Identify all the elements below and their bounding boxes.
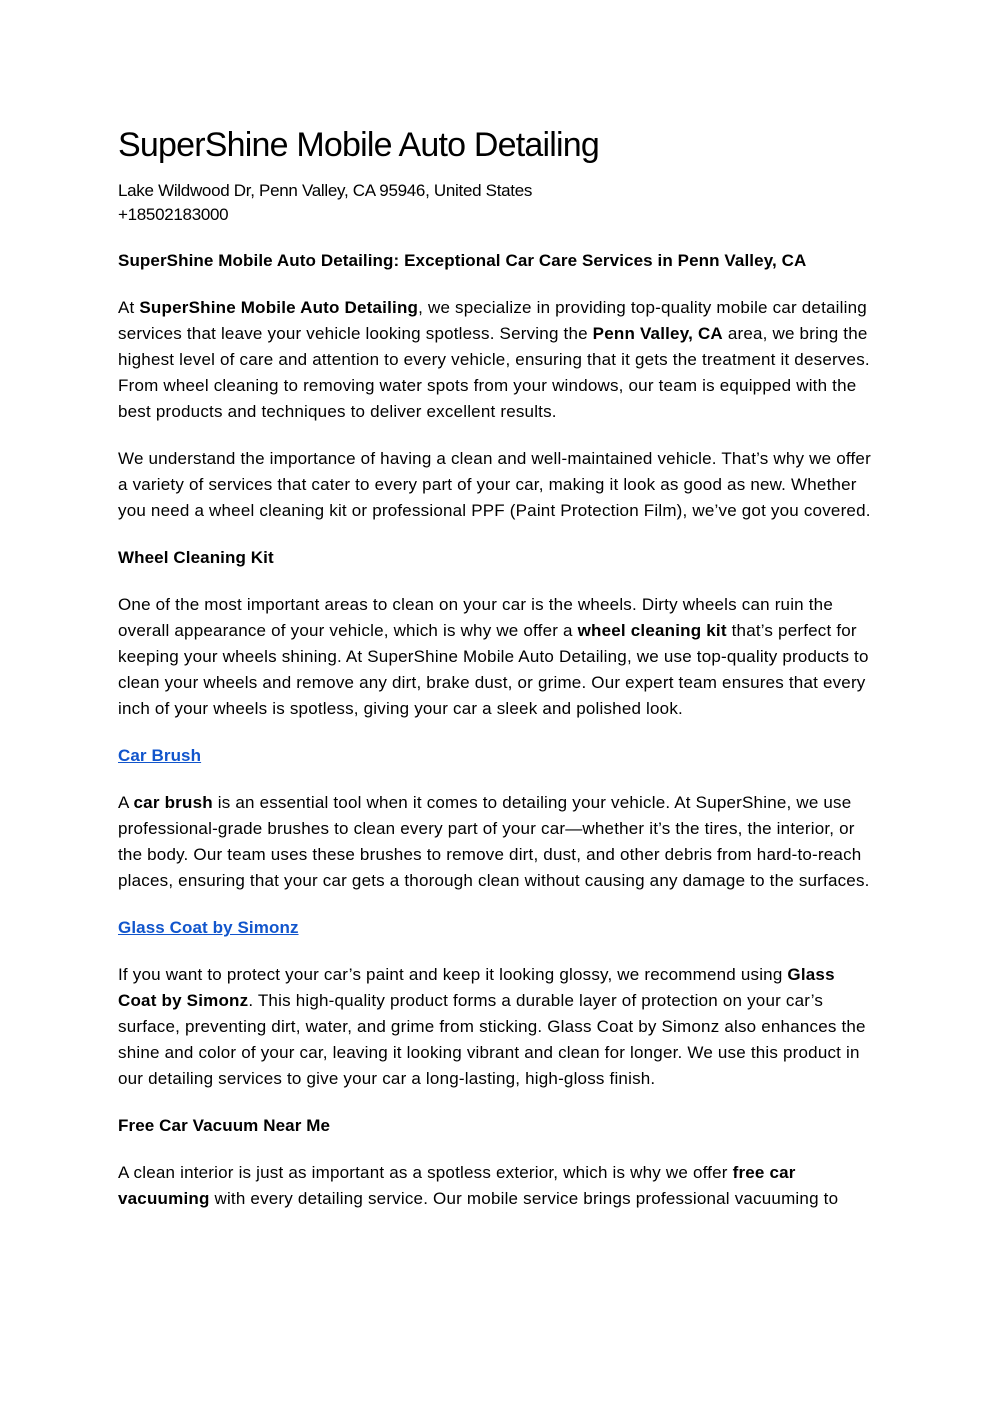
wheel-cleaning-kit-paragraph: One of the most important areas to clean on your car is the wheels. Dirty wheels can ruin the overall appearance of your vehicle, which is why we offer a wheel cleaning kit that’s perfect for keeping your wheels shining. At SuperShine Mobile Auto Detailing, we use top-quality products to clean your wheels and remove any dirt, brake dust, or grime. Our expert team ensures that every inch of your wheels is spotless, giving your car a sleek and polished look. — [118, 595, 869, 718]
glass-coat-heading — [118, 915, 872, 941]
intro-paragraph-1: At SuperShine Mobile Auto Detailing, we specialize in providing top-quality mobile car detailing services that leave your vehicle looking spotless. Serving the Penn Valley, CA area, we bring the highest level of care and attention to every vehicle, ensuring that it gets the treatment it deserves. From wheel cleaning to removing water spots from your windows, our team is equipped with the best products and techniques to deliver excellent results. — [118, 298, 870, 421]
car-brush-heading — [118, 743, 872, 769]
doc-title: SuperShine Mobile Auto Detailing — [118, 126, 599, 164]
doc-address: Lake Wildwood Dr, Penn Valley, CA 95946, United States — [118, 181, 533, 200]
car-brush-link[interactable]: Car Brush — [118, 746, 202, 765]
glass-coat-paragraph: If you want to protect your car’s paint and keep it looking glossy, we recommend using Glass Coat by Simonz. This high-quality product forms a durable layer of protection on your car’s surface, preventing dirt, water, and grime from sticking. Glass Coat by Simonz also enhances the shine and color of your car, leaving it looking vibrant and clean for longer. We use this product in our detailing services to give your car a long-lasting, high-gloss finish. — [118, 965, 866, 1088]
intro-section-heading: SuperShine Mobile Auto Detailing: Exceptional Car Care Services in Penn Valley, CA — [118, 251, 807, 270]
free-car-vacuum-heading: Free Car Vacuum Near Me — [118, 1116, 331, 1135]
doc-phone: +18502183000 — [118, 205, 229, 224]
glass-coat-link[interactable]: Glass Coat by Simonz — [118, 918, 299, 937]
car-brush-paragraph: A car brush is an essential tool when it comes to detailing your vehicle. At SuperShine, we use professional-grade brushes to clean every part of your car—whether it’s the tires, the interior, or the body. Our team uses these brushes to remove dirt, dust, and other debris from hard-to-reach places, ensuring that your car gets a thorough clean without causing any damage to the surfaces. — [118, 793, 870, 890]
intro-paragraph-2: We understand the importance of having a clean and well-maintained vehicle. That’s why we offer a variety of services that cater to every part of your car, making it look as good as new. Whether you need a wheel cleaning kit or professional PPF (Paint Protection Film), we’ve got you covered. — [118, 449, 871, 520]
free-car-vacuum-paragraph: A clean interior is just as important as a spotless exterior, which is why we offer free car vacuuming with every detailing service. Our mobile service brings professional vacuuming to — [118, 1163, 839, 1208]
wheel-cleaning-kit-heading: Wheel Cleaning Kit — [118, 548, 274, 567]
